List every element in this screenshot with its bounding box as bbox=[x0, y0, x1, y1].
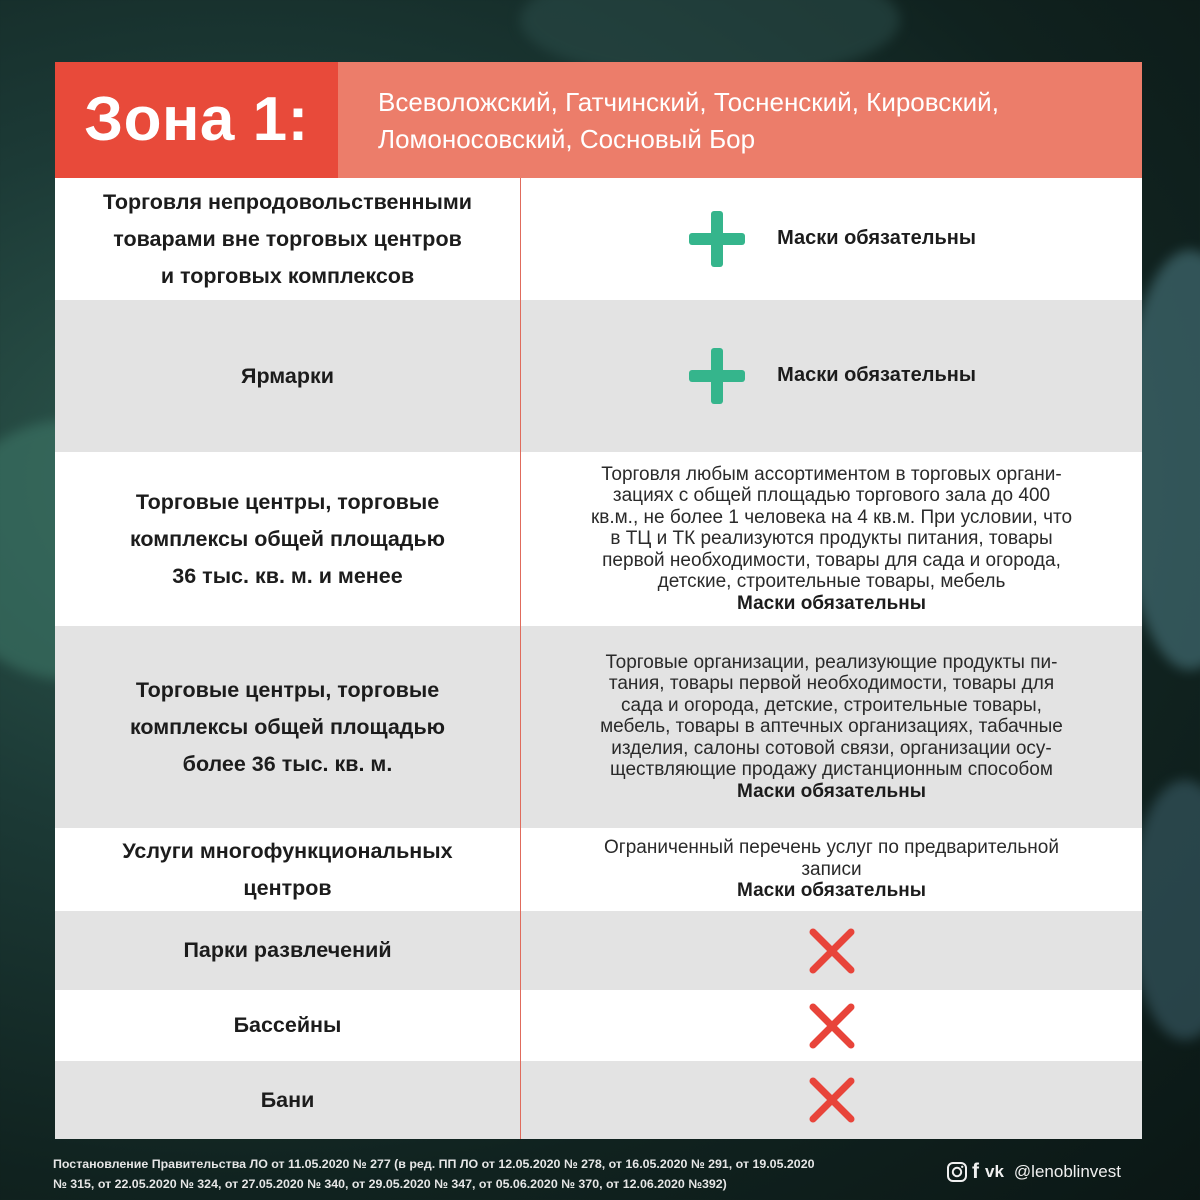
facebook-icon[interactable]: f bbox=[972, 1160, 979, 1183]
row-category: Услуги многофункциональных центров bbox=[122, 838, 453, 900]
row-status bbox=[521, 626, 1142, 828]
row-note: Ограниченный перечень услуг по предварительной записи bbox=[604, 837, 1059, 880]
footer-legal-note bbox=[53, 1154, 943, 1194]
table-row bbox=[55, 452, 1142, 626]
row-note: Торговые организации, реализующие продукты пи- тания, товары первой необходимости, товары для сада и огорода, детские, строительные товары, мебель, товары в аптечных организациях, табачные изделия, салоны сотовой связи, организации осу- ществляющие продажу дистанционным способом bbox=[600, 651, 1063, 781]
table-row bbox=[55, 178, 1142, 300]
row-status bbox=[521, 911, 1142, 990]
cross-icon bbox=[807, 926, 857, 976]
plus-icon bbox=[687, 209, 747, 269]
column-divider bbox=[520, 178, 521, 1139]
cross-icon bbox=[807, 1075, 857, 1125]
row-status bbox=[521, 990, 1142, 1061]
table-row bbox=[55, 626, 1142, 828]
row-category: Бани bbox=[260, 1087, 315, 1112]
districts-line-1: Всеволожский, Гатчинский, Тосненский, Кировский, bbox=[378, 87, 999, 117]
zone-table-card bbox=[55, 62, 1142, 1139]
zone-title: Зона 1: bbox=[55, 62, 338, 178]
row-status bbox=[521, 300, 1142, 452]
row-category: Торговля непродовольственными товарами вне торговых центров и торговых комплексов bbox=[103, 189, 472, 288]
instagram-icon[interactable] bbox=[946, 1161, 968, 1183]
masks-required-label: Маски обязательны bbox=[737, 880, 926, 902]
row-category: Парки развлечений bbox=[183, 938, 392, 962]
cross-icon bbox=[807, 1001, 857, 1051]
row-category: Ярмарки bbox=[241, 363, 334, 388]
table-row bbox=[55, 911, 1142, 990]
footer-line-2: № 315, от 22.05.2020 № 324, от 27.05.2020 № 340, от 29.05.2020 № 347, от 05.06.2020 № 370, от 12.06.2020 №392) bbox=[53, 1177, 727, 1191]
row-status bbox=[521, 452, 1142, 626]
row-note: Торговля любым ассортиментом в торговых органи- зациях с общей площадью торгового зала до 400 кв.м., не более 1 человека на 4 кв.м. При условии, что в ТЦ и ТК реализуются продукты питания, товары первой необходимости, товары для сада и огорода, детские, строительные товары, мебель bbox=[590, 463, 1073, 593]
table-row bbox=[55, 1061, 1142, 1139]
row-category: Торговые центры, торговые комплексы общей площадью более 36 тыс. кв. м. bbox=[129, 677, 446, 776]
masks-required-label: Маски обязательны bbox=[777, 227, 976, 250]
vk-icon[interactable]: vk bbox=[985, 1162, 1004, 1181]
masks-required-label: Маски обязательны bbox=[737, 592, 926, 614]
footer-line-1: Постановление Правительства ЛО от 11.05.2020 № 277 (в ред. ПП ЛО от 12.05.2020 № 278, от 16.05.2020 № 291, от 19.05.2020 bbox=[53, 1157, 815, 1171]
table-row bbox=[55, 828, 1142, 911]
zone-districts bbox=[378, 84, 1118, 158]
row-category: Торговые центры, торговые комплексы общей площадью 36 тыс. кв. м. и менее bbox=[129, 489, 446, 588]
plus-icon bbox=[687, 346, 747, 406]
row-status bbox=[521, 178, 1142, 300]
row-status bbox=[521, 828, 1142, 911]
row-status bbox=[521, 1061, 1142, 1139]
row-category: Бассейны bbox=[233, 1013, 342, 1037]
table-row bbox=[55, 990, 1142, 1061]
social-handle[interactable]: @lenoblinvest bbox=[1013, 1162, 1121, 1181]
table-row bbox=[55, 300, 1142, 452]
masks-required-label: Маски обязательны bbox=[737, 780, 926, 802]
masks-required-label: Маски обязательны bbox=[777, 364, 976, 387]
zone-header bbox=[55, 62, 1142, 178]
social-links bbox=[946, 1160, 1127, 1184]
districts-line-2: Ломоносовский, Сосновый Бор bbox=[378, 124, 756, 154]
